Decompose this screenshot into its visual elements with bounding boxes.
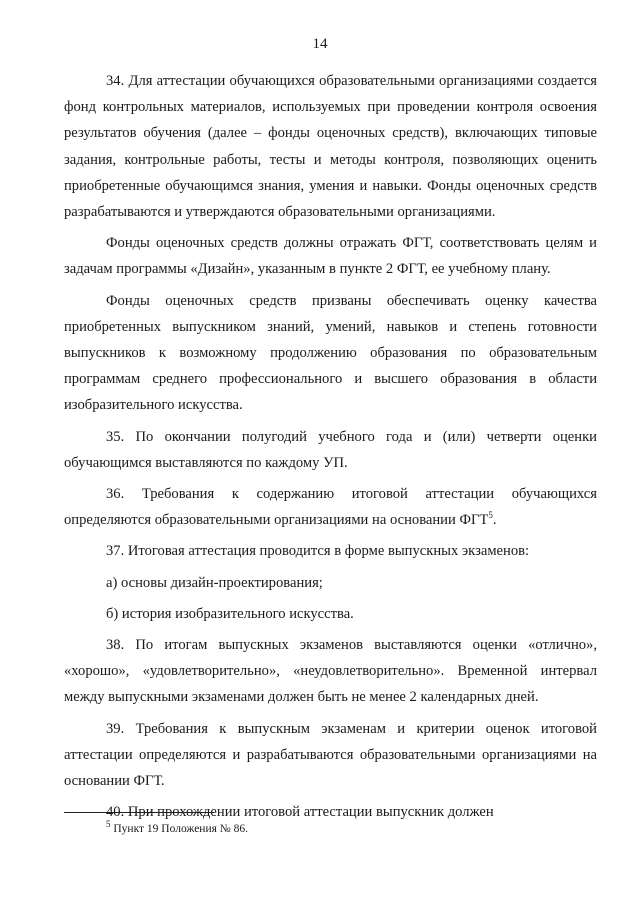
- paragraph-36-text: 36. Требования к содержанию итоговой аттестации обучающихся определяются образовательными организациями на основании ФГТ: [64, 486, 597, 529]
- paragraph-39: 39. Требования к выпускным экзаменам и критерии оценок итоговой аттестации определяются и разрабатываются образовательными организациями на основании ФГТ.: [64, 720, 597, 790]
- footnote-reference: 5: [488, 510, 493, 521]
- paragraph-assessment-funds-requirements: Фонды оценочных средств должны отражать ФГТ, соответствовать целям и задачам программы «Дизайн», указанным в пункте 2 ФГТ, ее учебному плану.: [64, 235, 597, 278]
- footnote-text: Пункт 19 Положения № 86.: [110, 823, 248, 835]
- paragraph-38: 38. По итогам выпускных экзаменов выставляются оценки «отлично», «хорошо», «удовлетворительно», «неудовлетворительно». Временной интервал между выпускными экзаменами должен быть не менее 2 календарных дней.: [64, 637, 597, 706]
- paragraph-37: 37. Итоговая аттестация проводится в форме выпускных экзаменов:: [106, 543, 530, 560]
- document-body: [64, 68, 597, 825]
- paragraph-40: 40. При прохождении итоговой аттестации выпускник должен: [106, 804, 494, 821]
- paragraph-35: 35. По окончании полугодий учебного года и (или) четверти оценки обучающимся выставляются по каждому УП.: [64, 428, 597, 471]
- footnote: [106, 819, 248, 835]
- list-item-b: б) история изобразительного искусства.: [106, 605, 354, 622]
- paragraph-34: 34. Для аттестации обучающихся образовательными организациями создается фонд контрольных материалов, используемых при проведении контроля освоения результатов обучения (далее – фонды оценочных средств), включающих типовые задания, контрольные работы, тесты и методы контроля, позволяющих оценить приобретенные обучающимся знания, умения и навыки. Фонды оценочных средств разрабатываются и утверждаются образовательными организациями.: [64, 73, 597, 221]
- paragraph-36: [64, 481, 597, 533]
- footnote-marker: 5: [106, 819, 111, 830]
- footnote-separator: [64, 812, 214, 813]
- paragraph-assessment-funds-purpose: Фонды оценочных средств призваны обеспечивать оценку качества приобретенных выпускником знаний, умений, навыков и степень готовности выпускников к возможному продолжению образования по образовательным программам среднего профессионального и высшего образования в области изобразительного искусства.: [64, 292, 597, 414]
- paragraph-36-end: .: [492, 512, 497, 529]
- page-number: 14: [312, 36, 328, 52]
- list-item-a: а) основы дизайн-проектирования;: [106, 574, 323, 591]
